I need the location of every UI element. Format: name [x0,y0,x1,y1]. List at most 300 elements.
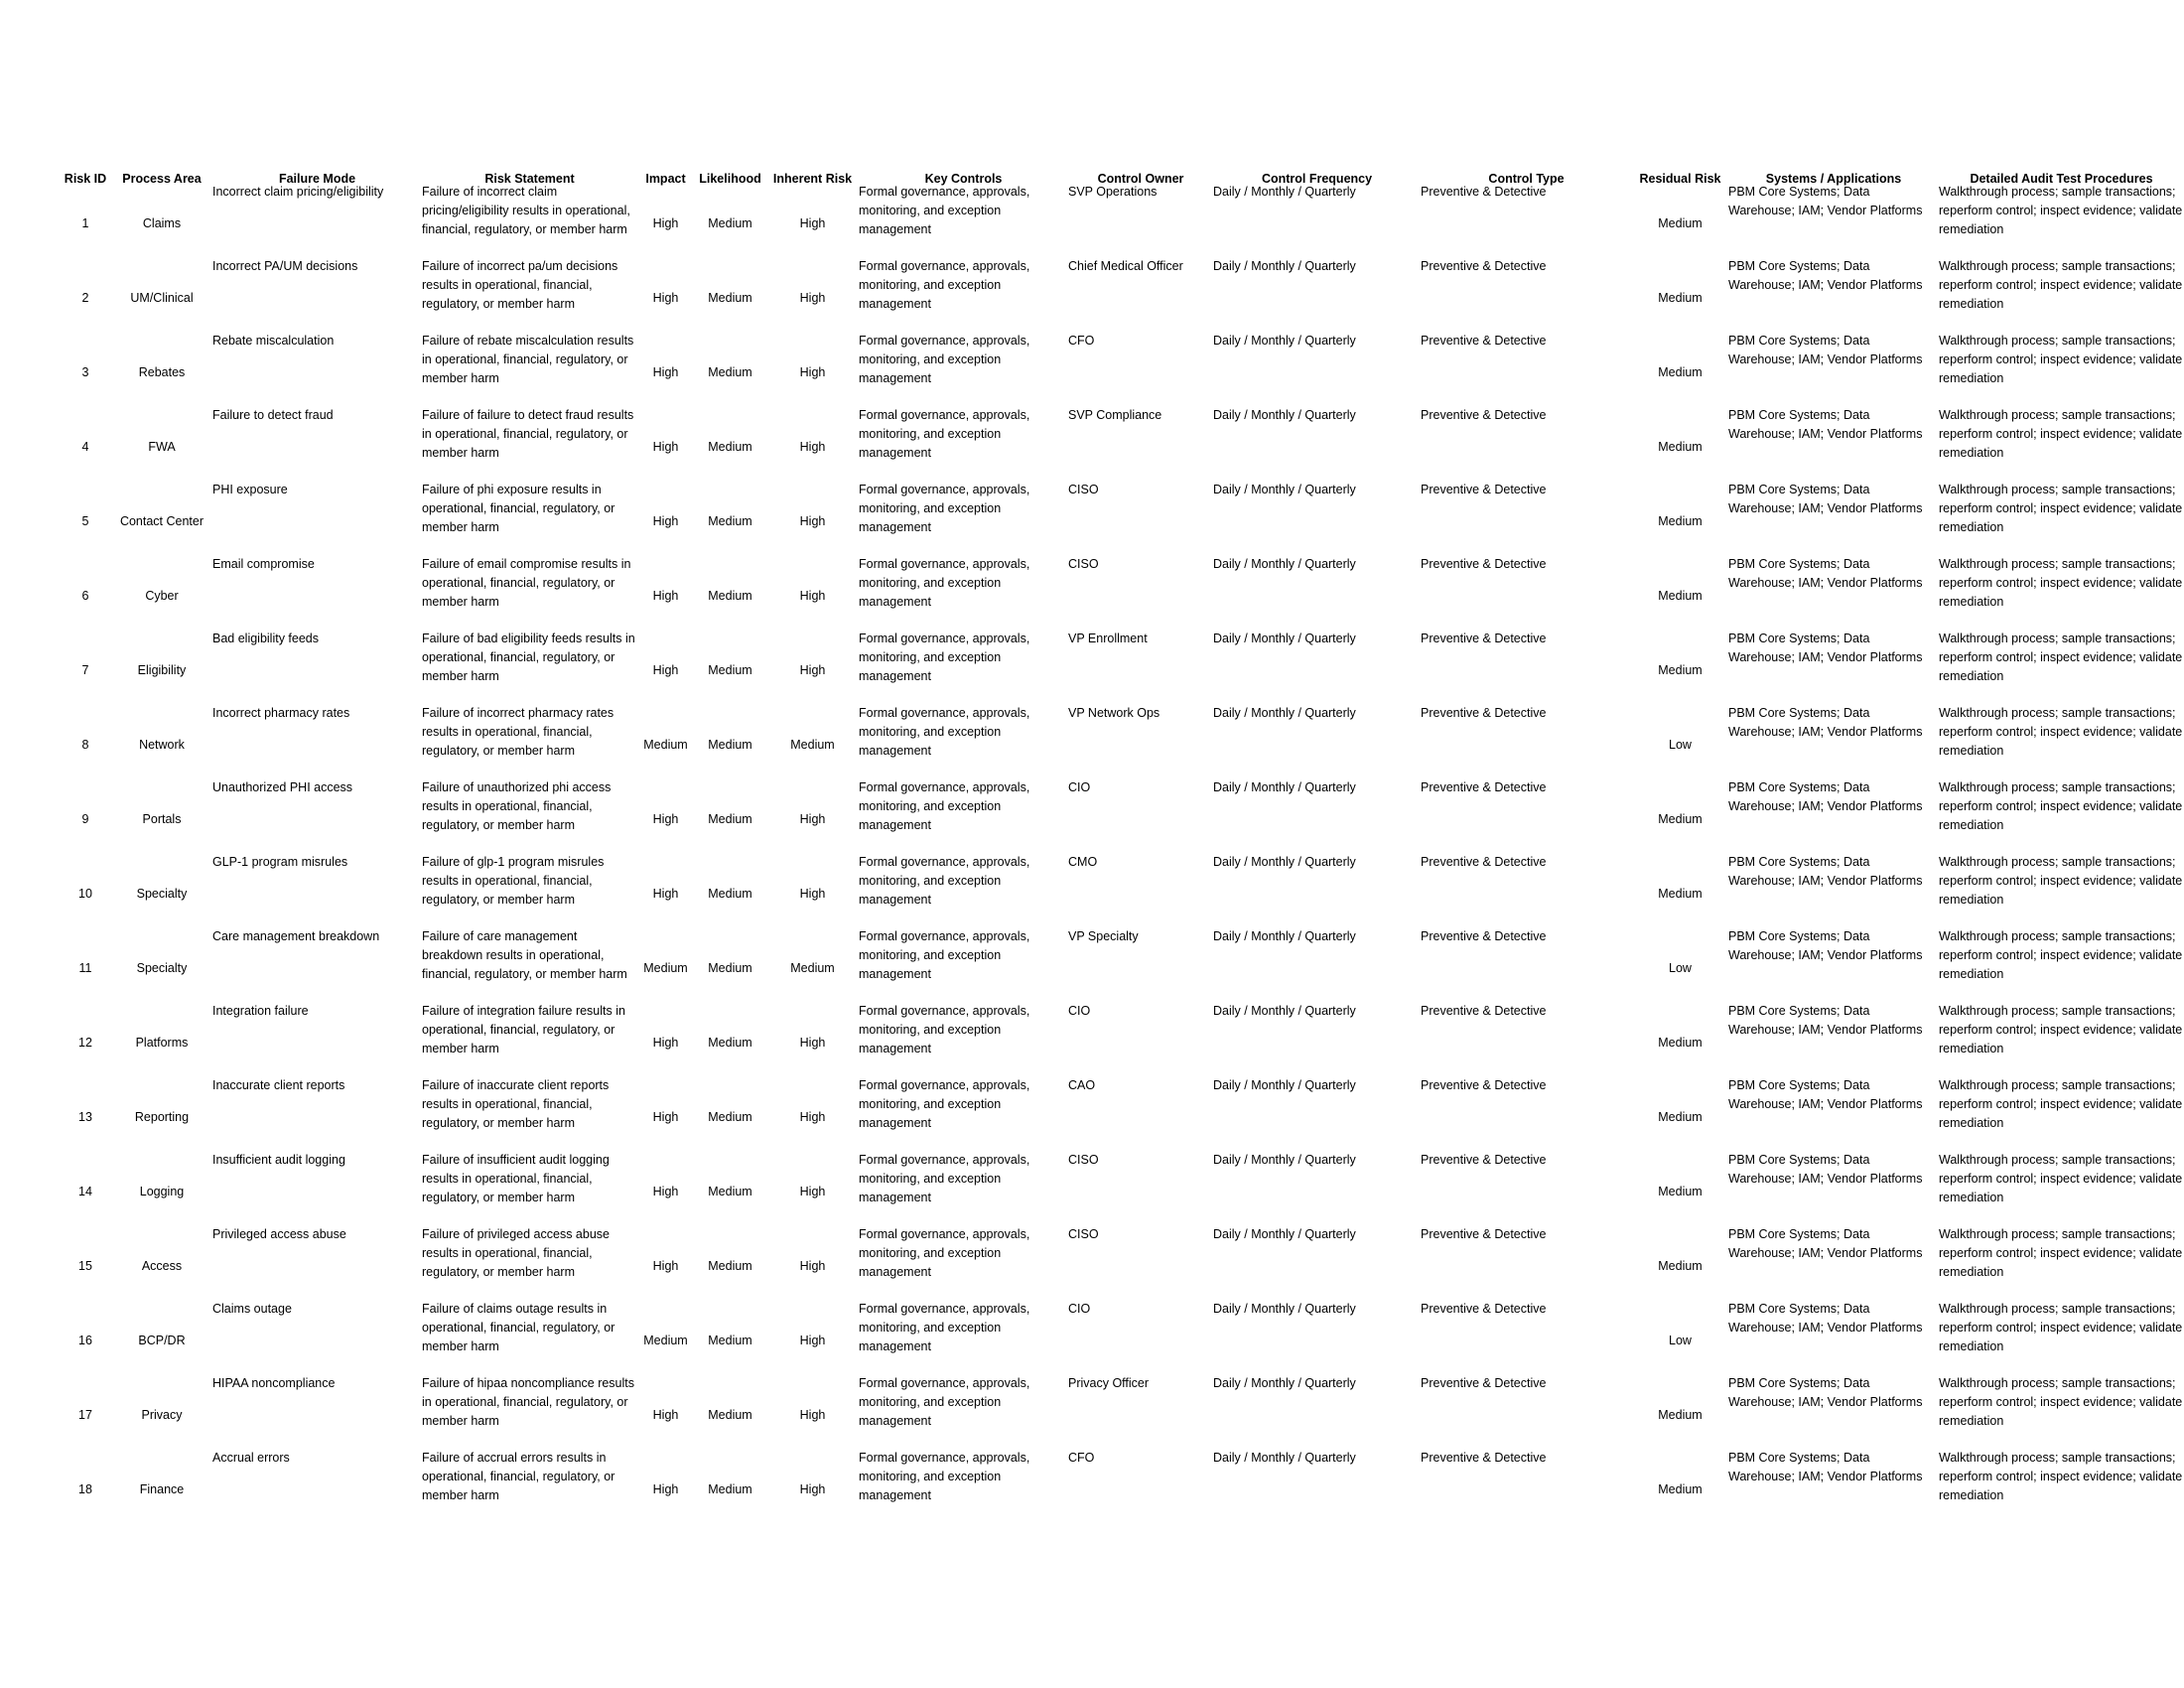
cell-audit-test-procedures-text: Walkthrough process; sample transactions; reperform control; inspect evidence; validate remediation [1939,855,2183,907]
cell-control-frequency-text: Daily / Monthly / Quarterly [1213,557,1356,571]
cell-failure-mode-text: Unauthorized PHI access [212,780,353,794]
cell-control-frequency [1213,708,1421,782]
cell-inherent-risk: High [799,1036,826,1051]
cell-residual-risk: Medium [1658,216,1703,231]
cell-impact: High [652,365,679,380]
cell-risk-id: 12 [78,1036,92,1051]
cell-key-controls-text: Formal governance, approvals, monitoring, and exception management [859,334,1030,385]
cell-process-area: Finance [139,1482,185,1497]
cell-control-owner-text: CMO [1068,855,1098,869]
cell-failure-mode [212,782,422,857]
cell-failure-mode [212,1155,422,1229]
cell-control-type [1421,1304,1632,1378]
cell-failure-mode-text: GLP-1 program misrules [212,855,348,869]
cell-risk-statement [422,1080,637,1155]
cell-process-area: Claims [142,216,182,231]
header-risk-statement: Risk Statement [484,172,575,186]
cell-failure-mode [212,1006,422,1080]
cell-systems-applications [1728,857,1939,931]
cell-inherent-risk: High [799,1110,826,1125]
cell-control-owner-text: SVP Compliance [1068,408,1162,422]
cell-likelihood: Medium [708,291,752,306]
cell-key-controls [859,261,1068,336]
cell-control-frequency [1213,1006,1421,1080]
cell-control-owner [1068,1304,1213,1378]
cell-likelihood: Medium [708,1110,752,1125]
cell-control-type [1421,931,1632,1006]
table-row [60,708,2184,782]
cell-impact: High [652,440,679,455]
cell-key-controls-text: Formal governance, approvals, monitoring, and exception management [859,1227,1030,1279]
cell-residual-risk: Medium [1658,1185,1703,1199]
cell-key-controls-text: Formal governance, approvals, monitoring, and exception management [859,632,1030,683]
cell-risk-statement-text: Failure of failure to detect fraud results in operational, financial, regulatory, or member harm [422,408,634,460]
cell-control-type-text: Preventive & Detective [1421,408,1547,422]
cell-systems-applications-text: PBM Core Systems; Data Warehouse; IAM; Vendor Platforms [1728,1376,1923,1409]
cell-impact: High [652,1036,679,1051]
header-process-area: Process Area [122,172,202,186]
cell-control-type [1421,187,1632,261]
cell-control-type [1421,857,1632,931]
cell-audit-test-procedures [1939,931,2184,1006]
cell-audit-test-procedures-text: Walkthrough process; sample transactions; reperform control; inspect evidence; validate remediation [1939,1376,2183,1428]
cell-process-area: Rebates [138,365,186,380]
table-row [60,857,2184,931]
cell-control-owner [1068,1453,1213,1527]
cell-risk-id: 5 [81,514,89,529]
cell-systems-applications-text: PBM Core Systems; Data Warehouse; IAM; Vendor Platforms [1728,1004,1923,1037]
cell-audit-test-procedures-text: Walkthrough process; sample transactions; reperform control; inspect evidence; validate remediation [1939,1302,2183,1353]
cell-likelihood: Medium [708,514,752,529]
cell-impact: High [652,887,679,902]
cell-failure-mode-text: Bad eligibility feeds [212,632,320,645]
cell-systems-applications-text: PBM Core Systems; Data Warehouse; IAM; Vendor Platforms [1728,334,1923,366]
cell-control-owner-text: VP Network Ops [1068,706,1160,720]
cell-failure-mode-text: HIPAA noncompliance [212,1376,336,1390]
cell-impact: High [652,589,679,604]
cell-control-type [1421,261,1632,336]
cell-risk-id: 10 [78,887,92,902]
cell-audit-test-procedures [1939,633,2184,708]
cell-impact: Medium [643,1334,688,1348]
risk-control-matrix-table [60,171,2184,1527]
cell-control-type [1421,633,1632,708]
cell-control-owner [1068,708,1213,782]
cell-control-type-text: Preventive & Detective [1421,855,1547,869]
cell-audit-test-procedures-text: Walkthrough process; sample transactions; reperform control; inspect evidence; validate remediation [1939,632,2183,683]
cell-impact: Medium [643,738,688,753]
table-row [60,1304,2184,1378]
cell-audit-test-procedures [1939,410,2184,485]
cell-systems-applications [1728,708,1939,782]
cell-control-frequency-text: Daily / Monthly / Quarterly [1213,1004,1356,1018]
cell-likelihood: Medium [708,1036,752,1051]
cell-failure-mode [212,1304,422,1378]
cell-failure-mode-text: Privileged access abuse [212,1227,346,1241]
cell-systems-applications-text: PBM Core Systems; Data Warehouse; IAM; Vendor Platforms [1728,706,1923,739]
cell-control-frequency-text: Daily / Monthly / Quarterly [1213,1302,1356,1316]
cell-control-frequency-text: Daily / Monthly / Quarterly [1213,1451,1356,1465]
header-audit-test-procedures: Detailed Audit Test Procedures [1970,172,2153,186]
cell-key-controls [859,931,1068,1006]
cell-control-type [1421,410,1632,485]
cell-systems-applications [1728,410,1939,485]
cell-key-controls-text: Formal governance, approvals, monitoring, and exception management [859,483,1030,534]
cell-key-controls-text: Formal governance, approvals, monitoring, and exception management [859,1302,1030,1353]
cell-control-type [1421,1378,1632,1453]
cell-systems-applications-text: PBM Core Systems; Data Warehouse; IAM; Vendor Platforms [1728,408,1923,441]
cell-control-frequency [1213,782,1421,857]
cell-impact: High [652,1482,679,1497]
cell-failure-mode [212,1453,422,1527]
cell-residual-risk: Medium [1658,514,1703,529]
cell-likelihood: Medium [708,440,752,455]
cell-systems-applications [1728,1453,1939,1527]
cell-control-type-text: Preventive & Detective [1421,557,1547,571]
cell-audit-test-procedures-text: Walkthrough process; sample transactions; reperform control; inspect evidence; validate remediation [1939,1004,2183,1055]
cell-audit-test-procedures [1939,1453,2184,1527]
cell-failure-mode-text: PHI exposure [212,483,288,496]
cell-failure-mode [212,1229,422,1304]
cell-audit-test-procedures [1939,1155,2184,1229]
cell-process-area: Specialty [136,961,188,976]
cell-key-controls [859,336,1068,410]
cell-audit-test-procedures-text: Walkthrough process; sample transactions; reperform control; inspect evidence; validate remediation [1939,1078,2183,1130]
cell-control-frequency [1213,633,1421,708]
header-inherent-risk: Inherent Risk [772,172,853,186]
cell-impact: High [652,514,679,529]
cell-likelihood: Medium [708,365,752,380]
cell-process-area: UM/Clinical [130,291,194,306]
cell-audit-test-procedures-text: Walkthrough process; sample transactions; reperform control; inspect evidence; validate remediation [1939,185,2183,236]
cell-failure-mode-text: Inaccurate client reports [212,1078,345,1092]
cell-audit-test-procedures [1939,261,2184,336]
cell-likelihood: Medium [708,961,752,976]
cell-audit-test-procedures [1939,708,2184,782]
cell-residual-risk: Medium [1658,589,1703,604]
cell-risk-statement [422,261,637,336]
cell-audit-test-procedures [1939,1229,2184,1304]
cell-residual-risk: Low [1669,1334,1692,1348]
cell-control-frequency [1213,336,1421,410]
cell-key-controls [859,559,1068,633]
cell-risk-statement [422,708,637,782]
cell-control-owner [1068,187,1213,261]
cell-control-owner [1068,633,1213,708]
cell-control-frequency [1213,410,1421,485]
cell-systems-applications [1728,1229,1939,1304]
cell-control-owner [1068,782,1213,857]
cell-failure-mode-text: Incorrect PA/UM decisions [212,259,358,273]
cell-audit-test-procedures-text: Walkthrough process; sample transactions; reperform control; inspect evidence; validate remediation [1939,706,2183,758]
cell-key-controls-text: Formal governance, approvals, monitoring, and exception management [859,1078,1030,1130]
cell-key-controls-text: Formal governance, approvals, monitoring, and exception management [859,706,1030,758]
cell-systems-applications-text: PBM Core Systems; Data Warehouse; IAM; Vendor Platforms [1728,259,1923,292]
cell-residual-risk: Medium [1658,1036,1703,1051]
cell-key-controls [859,1378,1068,1453]
cell-audit-test-procedures-text: Walkthrough process; sample transactions; reperform control; inspect evidence; validate remediation [1939,259,2183,311]
cell-risk-id: 17 [78,1408,92,1423]
cell-control-owner [1068,1006,1213,1080]
header-control-type: Control Type [1488,172,1565,186]
cell-risk-id: 16 [78,1334,92,1348]
cell-likelihood: Medium [708,1259,752,1274]
cell-key-controls [859,1155,1068,1229]
cell-risk-statement [422,857,637,931]
cell-audit-test-procedures [1939,559,2184,633]
cell-failure-mode [212,485,422,559]
cell-residual-risk: Medium [1658,1408,1703,1423]
cell-audit-test-procedures [1939,1378,2184,1453]
cell-likelihood: Medium [708,1334,752,1348]
cell-impact: Medium [643,961,688,976]
cell-process-area: Platforms [135,1036,189,1051]
cell-risk-statement-text: Failure of rebate miscalculation results in operational, financial, regulatory, or member harm [422,334,634,385]
cell-control-owner-text: CFO [1068,334,1095,348]
cell-inherent-risk: High [799,812,826,827]
header-control-frequency: Control Frequency [1261,172,1373,186]
cell-failure-mode [212,633,422,708]
table-row [60,1155,2184,1229]
header-residual-risk: Residual Risk [1639,172,1721,186]
cell-key-controls-text: Formal governance, approvals, monitoring, and exception management [859,185,1030,236]
cell-risk-statement-text: Failure of unauthorized phi access results in operational, financial, regulatory, or member harm [422,780,612,832]
table-row [60,187,2184,261]
cell-inherent-risk: High [799,1259,826,1274]
cell-process-area: Cyber [145,589,179,604]
cell-risk-statement-text: Failure of phi exposure results in operational, financial, regulatory, or member harm [422,483,615,534]
cell-impact: High [652,1408,679,1423]
cell-control-frequency-text: Daily / Monthly / Quarterly [1213,632,1356,645]
cell-control-owner [1068,336,1213,410]
cell-impact: High [652,216,679,231]
table-row [60,633,2184,708]
cell-control-owner [1068,857,1213,931]
cell-failure-mode-text: Claims outage [212,1302,292,1316]
cell-inherent-risk: High [799,291,826,306]
cell-control-type-text: Preventive & Detective [1421,780,1547,794]
header-key-controls: Key Controls [924,172,1003,186]
cell-control-type [1421,1006,1632,1080]
cell-control-frequency [1213,261,1421,336]
cell-process-area: Network [139,738,185,753]
cell-impact: High [652,1185,679,1199]
table-row [60,1229,2184,1304]
cell-control-owner [1068,410,1213,485]
cell-risk-id: 8 [81,738,89,753]
cell-risk-id: 4 [81,440,89,455]
cell-control-frequency [1213,1304,1421,1378]
cell-systems-applications [1728,1006,1939,1080]
cell-risk-statement-text: Failure of integration failure results in operational, financial, regulatory, or member harm [422,1004,625,1055]
cell-risk-id: 15 [78,1259,92,1274]
cell-key-controls [859,1453,1068,1527]
cell-inherent-risk: High [799,1185,826,1199]
cell-control-type [1421,336,1632,410]
cell-control-frequency-text: Daily / Monthly / Quarterly [1213,1078,1356,1092]
cell-residual-risk: Medium [1658,1259,1703,1274]
cell-risk-statement-text: Failure of inaccurate client reports results in operational, financial, regulatory, or member harm [422,1078,610,1130]
table-row [60,1006,2184,1080]
cell-control-type-text: Preventive & Detective [1421,1153,1547,1167]
cell-control-owner [1068,485,1213,559]
cell-control-owner-text: SVP Operations [1068,185,1158,199]
cell-process-area: Privacy [141,1408,183,1423]
cell-control-owner [1068,931,1213,1006]
cell-control-frequency [1213,857,1421,931]
cell-audit-test-procedures-text: Walkthrough process; sample transactions; reperform control; inspect evidence; validate remediation [1939,780,2183,832]
cell-likelihood: Medium [708,887,752,902]
cell-impact: High [652,1259,679,1274]
cell-failure-mode-text: Email compromise [212,557,315,571]
cell-risk-statement-text: Failure of glp-1 program misrules results in operational, financial, regulatory, or member harm [422,855,605,907]
cell-key-controls-text: Formal governance, approvals, monitoring, and exception management [859,557,1030,609]
cell-risk-statement [422,1006,637,1080]
header-failure-mode: Failure Mode [278,172,356,186]
cell-systems-applications [1728,1155,1939,1229]
cell-failure-mode-text: Accrual errors [212,1451,290,1465]
cell-likelihood: Medium [708,216,752,231]
cell-control-frequency-text: Daily / Monthly / Quarterly [1213,1376,1356,1390]
cell-control-frequency-text: Daily / Monthly / Quarterly [1213,855,1356,869]
cell-control-owner-text: CISO [1068,1227,1099,1241]
cell-residual-risk: Medium [1658,812,1703,827]
cell-failure-mode [212,187,422,261]
table-body [60,187,2184,1527]
cell-control-frequency [1213,931,1421,1006]
cell-inherent-risk: High [799,1408,826,1423]
cell-residual-risk: Low [1669,738,1692,753]
cell-audit-test-procedures [1939,485,2184,559]
cell-inherent-risk: High [799,365,826,380]
cell-risk-id: 14 [78,1185,92,1199]
cell-control-owner-text: CIO [1068,1004,1091,1018]
cell-key-controls-text: Formal governance, approvals, monitoring, and exception management [859,1376,1030,1428]
cell-failure-mode [212,931,422,1006]
cell-systems-applications-text: PBM Core Systems; Data Warehouse; IAM; Vendor Platforms [1728,632,1923,664]
cell-key-controls-text: Formal governance, approvals, monitoring, and exception management [859,1451,1030,1502]
cell-process-area: Eligibility [137,663,187,678]
cell-control-frequency [1213,559,1421,633]
cell-risk-statement-text: Failure of incorrect pa/um decisions results in operational, financial, regulatory, or member harm [422,259,618,311]
cell-residual-risk: Medium [1658,887,1703,902]
cell-failure-mode-text: Care management breakdown [212,929,380,943]
cell-control-owner-text: Privacy Officer [1068,1376,1150,1390]
cell-control-type-text: Preventive & Detective [1421,632,1547,645]
cell-audit-test-procedures [1939,1304,2184,1378]
cell-risk-statement [422,1304,637,1378]
cell-control-frequency [1213,1453,1421,1527]
cell-systems-applications [1728,485,1939,559]
cell-risk-statement-text: Failure of claims outage results in operational, financial, regulatory, or member harm [422,1302,615,1353]
cell-failure-mode-text: Rebate miscalculation [212,334,335,348]
cell-risk-id: 2 [81,291,89,306]
cell-control-type-text: Preventive & Detective [1421,1227,1547,1241]
cell-process-area: Logging [139,1185,185,1199]
cell-control-type [1421,1155,1632,1229]
cell-likelihood: Medium [708,738,752,753]
cell-systems-applications [1728,782,1939,857]
cell-risk-statement [422,633,637,708]
cell-risk-id: 1 [81,216,89,231]
cell-audit-test-procedures-text: Walkthrough process; sample transactions; reperform control; inspect evidence; validate remediation [1939,929,2183,981]
cell-process-area: Portals [142,812,182,827]
cell-control-owner [1068,1080,1213,1155]
cell-systems-applications [1728,336,1939,410]
cell-control-frequency-text: Daily / Monthly / Quarterly [1213,929,1356,943]
cell-failure-mode [212,336,422,410]
cell-risk-id: 13 [78,1110,92,1125]
cell-audit-test-procedures-text: Walkthrough process; sample transactions; reperform control; inspect evidence; validate remediation [1939,483,2183,534]
cell-failure-mode [212,559,422,633]
cell-key-controls [859,410,1068,485]
cell-control-type [1421,485,1632,559]
cell-key-controls-text: Formal governance, approvals, monitoring, and exception management [859,1004,1030,1055]
cell-failure-mode-text: Incorrect pharmacy rates [212,706,350,720]
cell-control-owner-text: CISO [1068,1153,1099,1167]
cell-control-type [1421,708,1632,782]
cell-audit-test-procedures [1939,1080,2184,1155]
cell-risk-statement [422,1229,637,1304]
table-row [60,782,2184,857]
cell-risk-statement-text: Failure of insufficient audit logging results in operational, financial, regulatory, or member harm [422,1153,610,1204]
cell-failure-mode-text: Failure to detect fraud [212,408,334,422]
cell-systems-applications [1728,633,1939,708]
cell-audit-test-procedures [1939,782,2184,857]
cell-residual-risk: Medium [1658,291,1703,306]
cell-systems-applications-text: PBM Core Systems; Data Warehouse; IAM; Vendor Platforms [1728,483,1923,515]
cell-process-area: BCP/DR [138,1334,186,1348]
cell-risk-id: 11 [78,961,92,976]
cell-control-owner [1068,1378,1213,1453]
cell-control-owner [1068,1155,1213,1229]
cell-audit-test-procedures-text: Walkthrough process; sample transactions; reperform control; inspect evidence; validate remediation [1939,557,2183,609]
cell-control-frequency [1213,1080,1421,1155]
cell-residual-risk: Medium [1658,663,1703,678]
cell-audit-test-procedures-text: Walkthrough process; sample transactions; reperform control; inspect evidence; validate remediation [1939,408,2183,460]
cell-systems-applications [1728,931,1939,1006]
cell-risk-statement-text: Failure of bad eligibility feeds results in operational, financial, regulatory, or member harm [422,632,635,683]
cell-impact: High [652,812,679,827]
header-impact: Impact [645,172,686,186]
table-row [60,1378,2184,1453]
cell-systems-applications [1728,1080,1939,1155]
table-row [60,1080,2184,1155]
cell-inherent-risk: High [799,440,826,455]
cell-inherent-risk: High [799,216,826,231]
header-systems-applications: Systems / Applications [1765,172,1902,186]
cell-control-frequency-text: Daily / Monthly / Quarterly [1213,334,1356,348]
cell-systems-applications-text: PBM Core Systems; Data Warehouse; IAM; Vendor Platforms [1728,780,1923,813]
cell-control-type-text: Preventive & Detective [1421,259,1547,273]
cell-control-owner-text: CISO [1068,557,1099,571]
cell-control-frequency-text: Daily / Monthly / Quarterly [1213,780,1356,794]
cell-control-frequency-text: Daily / Monthly / Quarterly [1213,483,1356,496]
table-row [60,559,2184,633]
cell-likelihood: Medium [708,1408,752,1423]
cell-risk-id: 3 [81,365,89,380]
cell-inherent-risk: High [799,1334,826,1348]
cell-control-owner-text: CIO [1068,780,1091,794]
cell-key-controls-text: Formal governance, approvals, monitoring, and exception management [859,780,1030,832]
cell-control-owner-text: CISO [1068,483,1099,496]
cell-key-controls-text: Formal governance, approvals, monitoring, and exception management [859,408,1030,460]
cell-control-frequency [1213,1378,1421,1453]
cell-audit-test-procedures [1939,187,2184,261]
cell-systems-applications-text: PBM Core Systems; Data Warehouse; IAM; Vendor Platforms [1728,1078,1923,1111]
cell-likelihood: Medium [708,1482,752,1497]
cell-risk-statement-text: Failure of privileged access abuse results in operational, financial, regulatory, or member harm [422,1227,610,1279]
